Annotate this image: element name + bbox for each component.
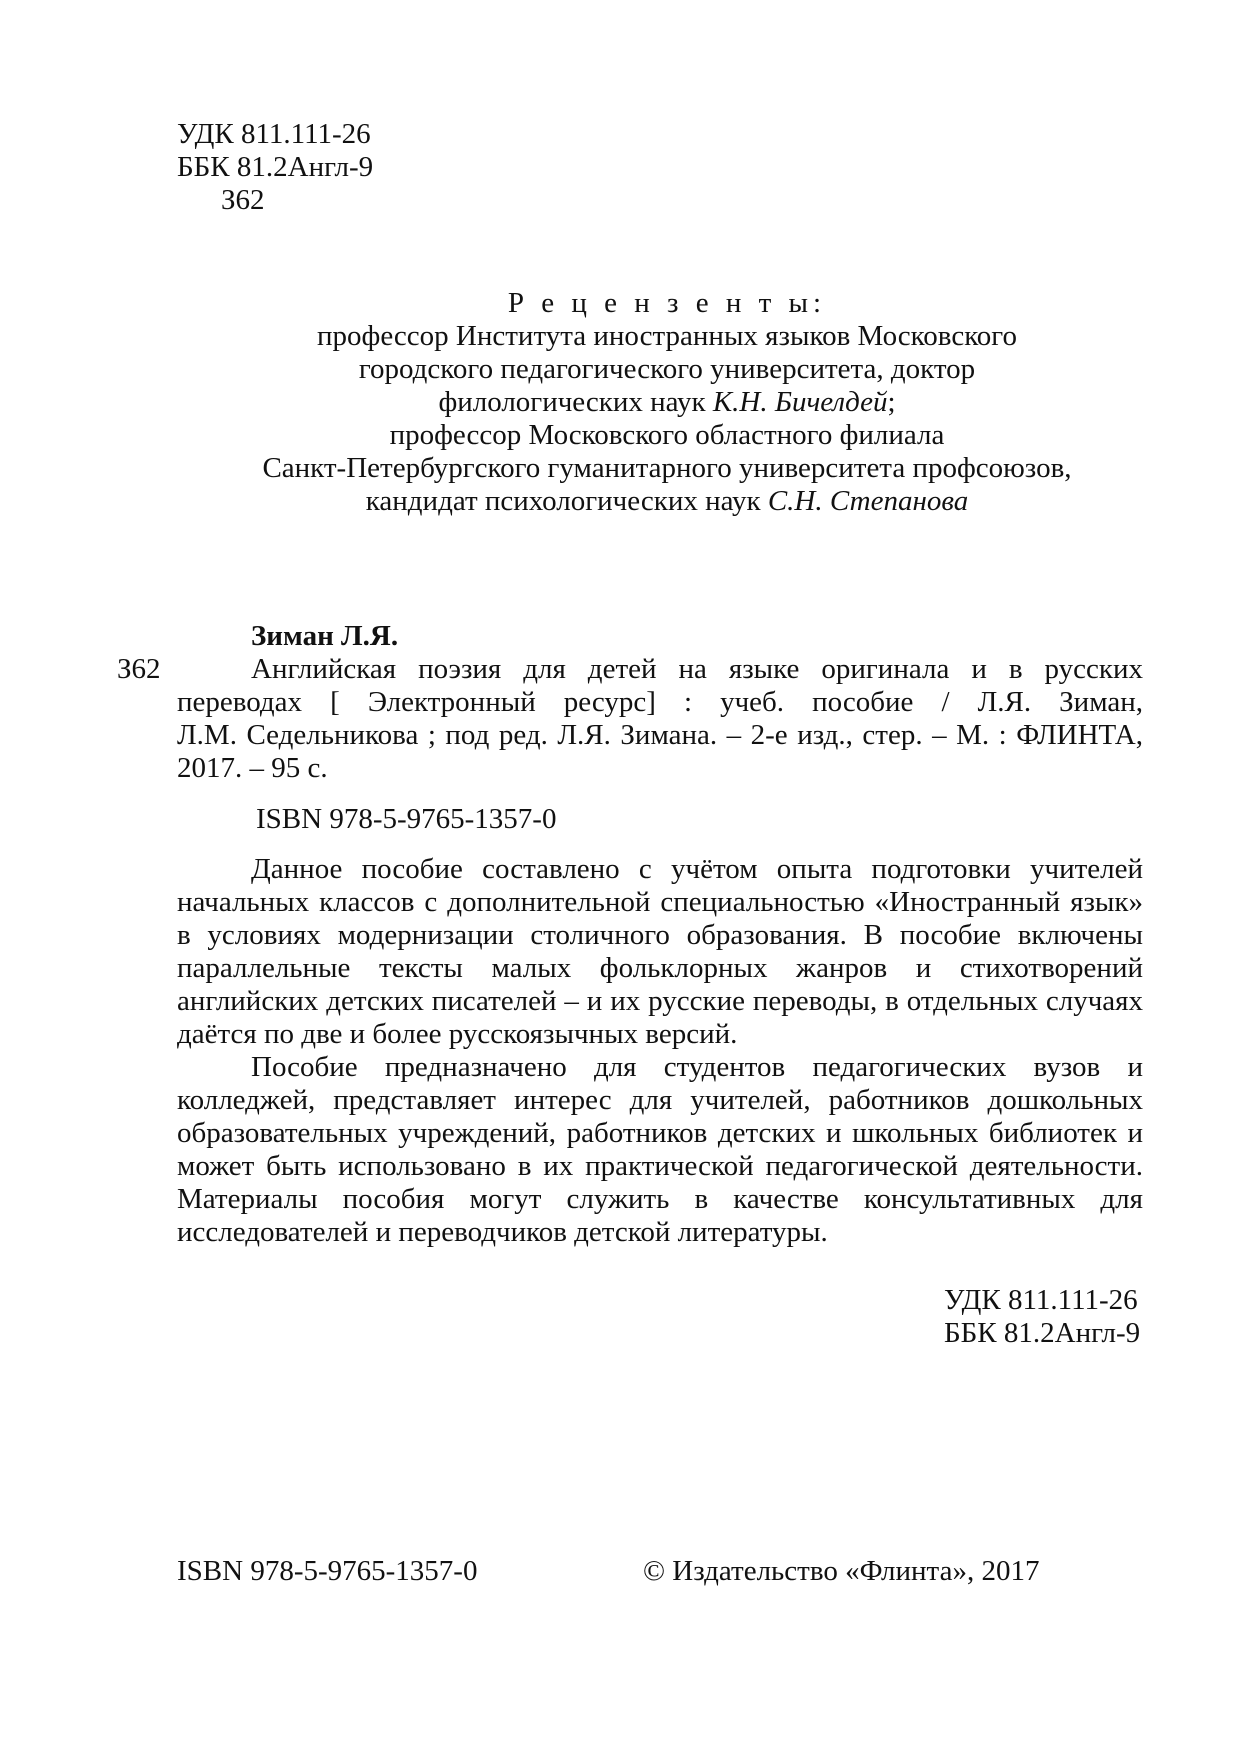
annotation-p2-line-1: Пособие предназначено для студентов педагогических вузов и — [251, 1051, 1143, 1083]
bib-line-2: переводах [ Электронный ресурс] : учеб. пособие / Л.Я. Зиман, — [177, 686, 1143, 718]
annotation-p1-line-2: начальных классов с дополнительной специальностью «Иностранный язык» — [177, 886, 1143, 918]
reviewers-heading: Р е ц е н з е н т ы: — [507, 287, 827, 319]
reviewer-line-2: городского педагогического университета, доктор — [358, 353, 976, 385]
author-mark: З62 — [117, 653, 161, 685]
reviewer-line-5: Санкт-Петербургского гуманитарного университета профсоюзов, — [262, 452, 1072, 484]
annotation-p1-line-4: параллельные тексты малых фольклорных жанров и стихотворений — [177, 952, 1143, 984]
bib-line-3: Л.М. Седельникова ; под ред. Л.Я. Зимана. – 2-е изд., стер. – М. : ФЛИНТА, — [177, 719, 1143, 751]
bib-line-4: 2017. – 95 с. — [177, 752, 328, 784]
reviewer-line-6: кандидат психологических наук С.Н. Степанова — [365, 485, 969, 517]
author-heading: Зиман Л.Я. — [251, 620, 399, 652]
udk-top: УДК 811.111-26 — [177, 118, 371, 150]
reviewer-name-1: К.Н. Бичелдей — [712, 386, 888, 418]
bbk-bottom: ББК 81.2Англ-9 — [944, 1317, 1141, 1349]
footer-copyright: © Издательство «Флинта», 2017 — [643, 1555, 1040, 1587]
isbn-line: ISBN 978-5-9765-1357-0 — [256, 803, 557, 835]
udk-bottom: УДК 811.111-26 — [944, 1284, 1138, 1316]
annotation-p2-line-3: образовательных учреждений, работников детских и школьных библиотек и — [177, 1117, 1143, 1149]
annotation-p2-line-5: Материалы пособия могут служить в качестве консультативных для — [177, 1183, 1143, 1215]
annotation-p1-line-1: Данное пособие составлено с учётом опыта подготовки учителей — [251, 853, 1143, 885]
annotation-p1-line-6: даётся по две и более русскоязычных версий. — [177, 1018, 738, 1050]
reviewer-line-1: профессор Института иностранных языков Московского — [317, 320, 1017, 352]
annotation-p2-line-2: колледжей, представляет интерес для учителей, работников дошкольных — [177, 1084, 1143, 1116]
bib-line-1: Английская поэзия для детей на языке оригинала и в русских — [251, 653, 1143, 685]
bbk-top: ББК 81.2Англ-9 — [177, 151, 374, 183]
annotation-p2-line-4: может быть использовано в их практической педагогической деятельности. — [177, 1150, 1143, 1182]
reviewer-line-3: филологических наук К.Н. Бичелдей; — [438, 386, 896, 418]
annotation-p1-line-3: в условиях модернизации столичного образования. В пособие включены — [177, 919, 1143, 951]
annotation-p2-line-6: исследователей и переводчиков детской литературы. — [177, 1216, 828, 1248]
annotation-p1-line-5: английских детских писателей – и их русские переводы, в отдельных случаях — [177, 985, 1143, 1017]
author-mark-top: З62 — [221, 184, 265, 216]
reviewer-line-4: профессор Московского областного филиала — [389, 419, 945, 451]
reviewer-name-2: С.Н. Степанова — [767, 485, 969, 517]
footer-isbn: ISBN 978-5-9765-1357-0 — [177, 1555, 478, 1587]
